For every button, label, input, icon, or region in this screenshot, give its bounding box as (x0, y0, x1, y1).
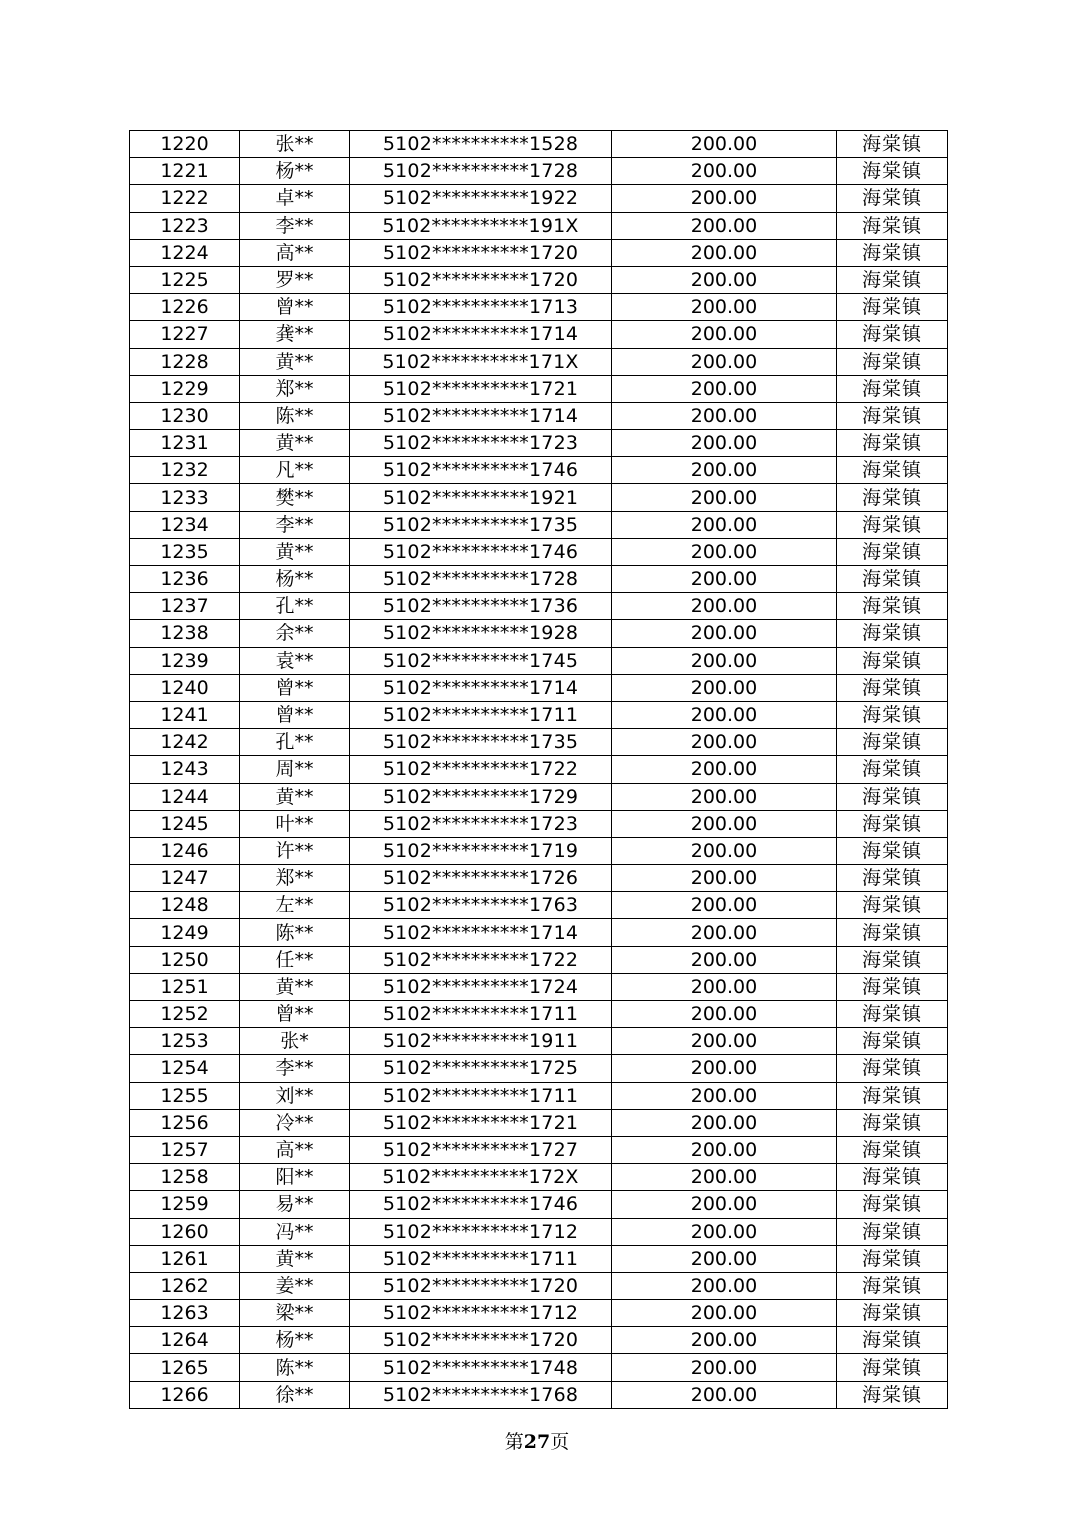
table-row (130, 185, 948, 212)
id-number-cell: 5102**********1748 (350, 1354, 612, 1381)
town-cell: 海棠镇 (837, 375, 948, 402)
amount-cell: 200.00 (612, 1272, 837, 1299)
amount-cell: 200.00 (612, 701, 837, 728)
table-row (130, 593, 948, 620)
town-cell: 海棠镇 (837, 1082, 948, 1109)
table-row (130, 865, 948, 892)
amount-cell: 200.00 (612, 1109, 837, 1136)
name-cell: 郑** (240, 375, 350, 402)
table-row (130, 1164, 948, 1191)
name-cell: 黄** (240, 430, 350, 457)
table-row (130, 783, 948, 810)
row-number-cell: 1231 (130, 430, 240, 457)
row-number-cell: 1248 (130, 892, 240, 919)
name-cell: 曾** (240, 674, 350, 701)
name-cell: 左** (240, 892, 350, 919)
row-number-cell: 1220 (130, 131, 240, 158)
name-cell: 梁** (240, 1300, 350, 1327)
amount-cell: 200.00 (612, 131, 837, 158)
name-cell: 孔** (240, 593, 350, 620)
amount-cell: 200.00 (612, 266, 837, 293)
name-cell: 陈** (240, 402, 350, 429)
town-cell: 海棠镇 (837, 647, 948, 674)
page-footer (0, 1427, 1074, 1454)
town-cell: 海棠镇 (837, 946, 948, 973)
table-row (130, 1327, 948, 1354)
name-cell: 黄** (240, 973, 350, 1000)
name-cell: 冯** (240, 1218, 350, 1245)
row-number-cell: 1246 (130, 837, 240, 864)
name-cell: 黄** (240, 783, 350, 810)
table-row (130, 158, 948, 185)
table-row (130, 131, 948, 158)
town-cell: 海棠镇 (837, 620, 948, 647)
id-number-cell: 5102**********1722 (350, 756, 612, 783)
id-number-cell: 5102**********1722 (350, 946, 612, 973)
id-number-cell: 5102**********1726 (350, 865, 612, 892)
amount-cell: 200.00 (612, 892, 837, 919)
id-number-cell: 5102**********1719 (350, 837, 612, 864)
name-cell: 杨** (240, 158, 350, 185)
amount-cell: 200.00 (612, 566, 837, 593)
name-cell: 李** (240, 1055, 350, 1082)
table-row (130, 402, 948, 429)
id-number-cell: 5102**********1711 (350, 1082, 612, 1109)
table-row (130, 266, 948, 293)
table-row (130, 430, 948, 457)
row-number-cell: 1263 (130, 1300, 240, 1327)
row-number-cell: 1223 (130, 212, 240, 239)
table-row (130, 511, 948, 538)
table-row (130, 1354, 948, 1381)
row-number-cell: 1240 (130, 674, 240, 701)
amount-cell: 200.00 (612, 348, 837, 375)
row-number-cell: 1221 (130, 158, 240, 185)
row-number-cell: 1228 (130, 348, 240, 375)
amount-cell: 200.00 (612, 1028, 837, 1055)
id-number-cell: 5102**********1714 (350, 321, 612, 348)
town-cell: 海棠镇 (837, 810, 948, 837)
row-number-cell: 1233 (130, 484, 240, 511)
town-cell: 海棠镇 (837, 484, 948, 511)
row-number-cell: 1238 (130, 620, 240, 647)
town-cell: 海棠镇 (837, 1028, 948, 1055)
name-cell: 曾** (240, 701, 350, 728)
row-number-cell: 1236 (130, 566, 240, 593)
name-cell: 黄** (240, 1245, 350, 1272)
id-number-cell: 5102**********172X (350, 1164, 612, 1191)
id-number-cell: 5102**********1721 (350, 375, 612, 402)
town-cell: 海棠镇 (837, 756, 948, 783)
town-cell: 海棠镇 (837, 321, 948, 348)
town-cell: 海棠镇 (837, 1136, 948, 1163)
id-number-cell: 5102**********1735 (350, 729, 612, 756)
id-number-cell: 5102**********1921 (350, 484, 612, 511)
table-row (130, 212, 948, 239)
name-cell: 许** (240, 837, 350, 864)
name-cell: 杨** (240, 566, 350, 593)
row-number-cell: 1264 (130, 1327, 240, 1354)
name-cell: 张* (240, 1028, 350, 1055)
table-row (130, 810, 948, 837)
amount-cell: 200.00 (612, 973, 837, 1000)
table-row (130, 892, 948, 919)
table-row (130, 1028, 948, 1055)
town-cell: 海棠镇 (837, 1055, 948, 1082)
town-cell: 海棠镇 (837, 1327, 948, 1354)
amount-cell: 200.00 (612, 1300, 837, 1327)
table-row (130, 701, 948, 728)
town-cell: 海棠镇 (837, 1164, 948, 1191)
row-number-cell: 1255 (130, 1082, 240, 1109)
name-cell: 阳** (240, 1164, 350, 1191)
town-cell: 海棠镇 (837, 430, 948, 457)
town-cell: 海棠镇 (837, 1300, 948, 1327)
table-body (130, 131, 948, 1409)
amount-cell: 200.00 (612, 919, 837, 946)
id-number-cell: 5102**********1724 (350, 973, 612, 1000)
table-row (130, 1136, 948, 1163)
id-number-cell: 5102**********1712 (350, 1218, 612, 1245)
amount-cell: 200.00 (612, 511, 837, 538)
table-row (130, 1001, 948, 1028)
town-cell: 海棠镇 (837, 1245, 948, 1272)
id-number-cell: 5102**********1725 (350, 1055, 612, 1082)
id-number-cell: 5102**********1736 (350, 593, 612, 620)
table-row (130, 837, 948, 864)
id-number-cell: 5102**********191X (350, 212, 612, 239)
amount-cell: 200.00 (612, 1055, 837, 1082)
amount-cell: 200.00 (612, 212, 837, 239)
town-cell: 海棠镇 (837, 892, 948, 919)
table-row (130, 729, 948, 756)
amount-cell: 200.00 (612, 239, 837, 266)
row-number-cell: 1230 (130, 402, 240, 429)
amount-cell: 200.00 (612, 185, 837, 212)
amount-cell: 200.00 (612, 430, 837, 457)
row-number-cell: 1258 (130, 1164, 240, 1191)
town-cell: 海棠镇 (837, 729, 948, 756)
amount-cell: 200.00 (612, 783, 837, 810)
town-cell: 海棠镇 (837, 457, 948, 484)
id-number-cell: 5102**********1720 (350, 1272, 612, 1299)
amount-cell: 200.00 (612, 1191, 837, 1218)
table-row (130, 756, 948, 783)
amount-cell: 200.00 (612, 538, 837, 565)
amount-cell: 200.00 (612, 375, 837, 402)
id-number-cell: 5102**********1714 (350, 919, 612, 946)
row-number-cell: 1224 (130, 239, 240, 266)
id-number-cell: 5102**********1928 (350, 620, 612, 647)
table-row (130, 647, 948, 674)
table-row (130, 239, 948, 266)
row-number-cell: 1237 (130, 593, 240, 620)
town-cell: 海棠镇 (837, 1001, 948, 1028)
amount-cell: 200.00 (612, 1245, 837, 1272)
name-cell: 陈** (240, 1354, 350, 1381)
row-number-cell: 1225 (130, 266, 240, 293)
name-cell: 徐** (240, 1381, 350, 1408)
id-number-cell: 5102**********1922 (350, 185, 612, 212)
table-row (130, 321, 948, 348)
town-cell: 海棠镇 (837, 511, 948, 538)
town-cell: 海棠镇 (837, 674, 948, 701)
row-number-cell: 1261 (130, 1245, 240, 1272)
name-cell: 刘** (240, 1082, 350, 1109)
name-cell: 周** (240, 756, 350, 783)
id-number-cell: 5102**********1711 (350, 701, 612, 728)
name-cell: 易** (240, 1191, 350, 1218)
amount-cell: 200.00 (612, 1001, 837, 1028)
name-cell: 郑** (240, 865, 350, 892)
row-number-cell: 1260 (130, 1218, 240, 1245)
table-row (130, 1055, 948, 1082)
town-cell: 海棠镇 (837, 294, 948, 321)
id-number-cell: 5102**********1720 (350, 1327, 612, 1354)
town-cell: 海棠镇 (837, 538, 948, 565)
recipient-table (129, 130, 948, 1409)
table-row (130, 375, 948, 402)
row-number-cell: 1254 (130, 1055, 240, 1082)
amount-cell: 200.00 (612, 647, 837, 674)
name-cell: 李** (240, 511, 350, 538)
amount-cell: 200.00 (612, 593, 837, 620)
row-number-cell: 1226 (130, 294, 240, 321)
table-row (130, 1272, 948, 1299)
id-number-cell: 5102**********1735 (350, 511, 612, 538)
town-cell: 海棠镇 (837, 919, 948, 946)
table-row (130, 919, 948, 946)
row-number-cell: 1257 (130, 1136, 240, 1163)
amount-cell: 200.00 (612, 1354, 837, 1381)
id-number-cell: 5102**********1720 (350, 239, 612, 266)
name-cell: 龚** (240, 321, 350, 348)
amount-cell: 200.00 (612, 457, 837, 484)
row-number-cell: 1245 (130, 810, 240, 837)
amount-cell: 200.00 (612, 729, 837, 756)
row-number-cell: 1247 (130, 865, 240, 892)
id-number-cell: 5102**********1911 (350, 1028, 612, 1055)
town-cell: 海棠镇 (837, 131, 948, 158)
name-cell: 孔** (240, 729, 350, 756)
row-number-cell: 1251 (130, 973, 240, 1000)
name-cell: 高** (240, 1136, 350, 1163)
town-cell: 海棠镇 (837, 1272, 948, 1299)
amount-cell: 200.00 (612, 810, 837, 837)
town-cell: 海棠镇 (837, 1218, 948, 1245)
name-cell: 冷** (240, 1109, 350, 1136)
name-cell: 陈** (240, 919, 350, 946)
table-row (130, 620, 948, 647)
table-row (130, 674, 948, 701)
row-number-cell: 1227 (130, 321, 240, 348)
town-cell: 海棠镇 (837, 1354, 948, 1381)
id-number-cell: 5102**********1727 (350, 1136, 612, 1163)
name-cell: 杨** (240, 1327, 350, 1354)
town-cell: 海棠镇 (837, 158, 948, 185)
town-cell: 海棠镇 (837, 1381, 948, 1408)
name-cell: 曾** (240, 294, 350, 321)
table-row (130, 538, 948, 565)
table-row (130, 566, 948, 593)
amount-cell: 200.00 (612, 1164, 837, 1191)
town-cell: 海棠镇 (837, 239, 948, 266)
name-cell: 叶** (240, 810, 350, 837)
town-cell: 海棠镇 (837, 266, 948, 293)
name-cell: 余** (240, 620, 350, 647)
table-row (130, 1109, 948, 1136)
row-number-cell: 1262 (130, 1272, 240, 1299)
name-cell: 袁** (240, 647, 350, 674)
row-number-cell: 1235 (130, 538, 240, 565)
row-number-cell: 1253 (130, 1028, 240, 1055)
id-number-cell: 5102**********1728 (350, 158, 612, 185)
amount-cell: 200.00 (612, 484, 837, 511)
table-row (130, 1082, 948, 1109)
row-number-cell: 1256 (130, 1109, 240, 1136)
town-cell: 海棠镇 (837, 185, 948, 212)
name-cell: 任** (240, 946, 350, 973)
name-cell: 高** (240, 239, 350, 266)
table-row (130, 946, 948, 973)
town-cell: 海棠镇 (837, 566, 948, 593)
row-number-cell: 1266 (130, 1381, 240, 1408)
name-cell: 姜** (240, 1272, 350, 1299)
amount-cell: 200.00 (612, 1136, 837, 1163)
amount-cell: 200.00 (612, 1327, 837, 1354)
id-number-cell: 5102**********1763 (350, 892, 612, 919)
row-number-cell: 1259 (130, 1191, 240, 1218)
amount-cell: 200.00 (612, 1082, 837, 1109)
row-number-cell: 1265 (130, 1354, 240, 1381)
table-row (130, 1218, 948, 1245)
town-cell: 海棠镇 (837, 348, 948, 375)
row-number-cell: 1252 (130, 1001, 240, 1028)
id-number-cell: 5102**********1711 (350, 1245, 612, 1272)
id-number-cell: 5102**********1528 (350, 131, 612, 158)
table-row (130, 973, 948, 1000)
town-cell: 海棠镇 (837, 1191, 948, 1218)
row-number-cell: 1229 (130, 375, 240, 402)
id-number-cell: 5102**********1714 (350, 674, 612, 701)
row-number-cell: 1234 (130, 511, 240, 538)
id-number-cell: 5102**********1721 (350, 1109, 612, 1136)
amount-cell: 200.00 (612, 1218, 837, 1245)
town-cell: 海棠镇 (837, 402, 948, 429)
name-cell: 李** (240, 212, 350, 239)
name-cell: 凡** (240, 457, 350, 484)
name-cell: 罗** (240, 266, 350, 293)
amount-cell: 200.00 (612, 402, 837, 429)
row-number-cell: 1249 (130, 919, 240, 946)
id-number-cell: 5102**********1720 (350, 266, 612, 293)
id-number-cell: 5102**********1768 (350, 1381, 612, 1408)
town-cell: 海棠镇 (837, 973, 948, 1000)
id-number-cell: 5102**********1712 (350, 1300, 612, 1327)
id-number-cell: 5102**********171X (350, 348, 612, 375)
town-cell: 海棠镇 (837, 1109, 948, 1136)
row-number-cell: 1250 (130, 946, 240, 973)
page-number: 27 (523, 1431, 551, 1453)
table-row (130, 1381, 948, 1408)
town-cell: 海棠镇 (837, 837, 948, 864)
id-number-cell: 5102**********1711 (350, 1001, 612, 1028)
amount-cell: 200.00 (612, 837, 837, 864)
name-cell: 卓** (240, 185, 350, 212)
page-label-suffix: 页 (550, 1431, 570, 1453)
name-cell: 张** (240, 131, 350, 158)
row-number-cell: 1243 (130, 756, 240, 783)
amount-cell: 200.00 (612, 865, 837, 892)
table-row (130, 484, 948, 511)
amount-cell: 200.00 (612, 674, 837, 701)
row-number-cell: 1222 (130, 185, 240, 212)
town-cell: 海棠镇 (837, 865, 948, 892)
table-row (130, 294, 948, 321)
id-number-cell: 5102**********1713 (350, 294, 612, 321)
table-row (130, 1245, 948, 1272)
id-number-cell: 5102**********1745 (350, 647, 612, 674)
name-cell: 黄** (240, 538, 350, 565)
table-row (130, 1300, 948, 1327)
town-cell: 海棠镇 (837, 212, 948, 239)
row-number-cell: 1239 (130, 647, 240, 674)
amount-cell: 200.00 (612, 756, 837, 783)
amount-cell: 200.00 (612, 321, 837, 348)
name-cell: 樊** (240, 484, 350, 511)
id-number-cell: 5102**********1746 (350, 457, 612, 484)
name-cell: 曾** (240, 1001, 350, 1028)
id-number-cell: 5102**********1728 (350, 566, 612, 593)
row-number-cell: 1244 (130, 783, 240, 810)
id-number-cell: 5102**********1746 (350, 1191, 612, 1218)
table-row (130, 348, 948, 375)
row-number-cell: 1242 (130, 729, 240, 756)
amount-cell: 200.00 (612, 158, 837, 185)
row-number-cell: 1232 (130, 457, 240, 484)
row-number-cell: 1241 (130, 701, 240, 728)
id-number-cell: 5102**********1746 (350, 538, 612, 565)
id-number-cell: 5102**********1723 (350, 430, 612, 457)
amount-cell: 200.00 (612, 294, 837, 321)
amount-cell: 200.00 (612, 620, 837, 647)
id-number-cell: 5102**********1729 (350, 783, 612, 810)
town-cell: 海棠镇 (837, 701, 948, 728)
id-number-cell: 5102**********1723 (350, 810, 612, 837)
name-cell: 黄** (240, 348, 350, 375)
town-cell: 海棠镇 (837, 783, 948, 810)
amount-cell: 200.00 (612, 1381, 837, 1408)
town-cell: 海棠镇 (837, 593, 948, 620)
table-row (130, 1191, 948, 1218)
id-number-cell: 5102**********1714 (350, 402, 612, 429)
amount-cell: 200.00 (612, 946, 837, 973)
table-row (130, 457, 948, 484)
page-label-prefix: 第 (504, 1431, 524, 1453)
